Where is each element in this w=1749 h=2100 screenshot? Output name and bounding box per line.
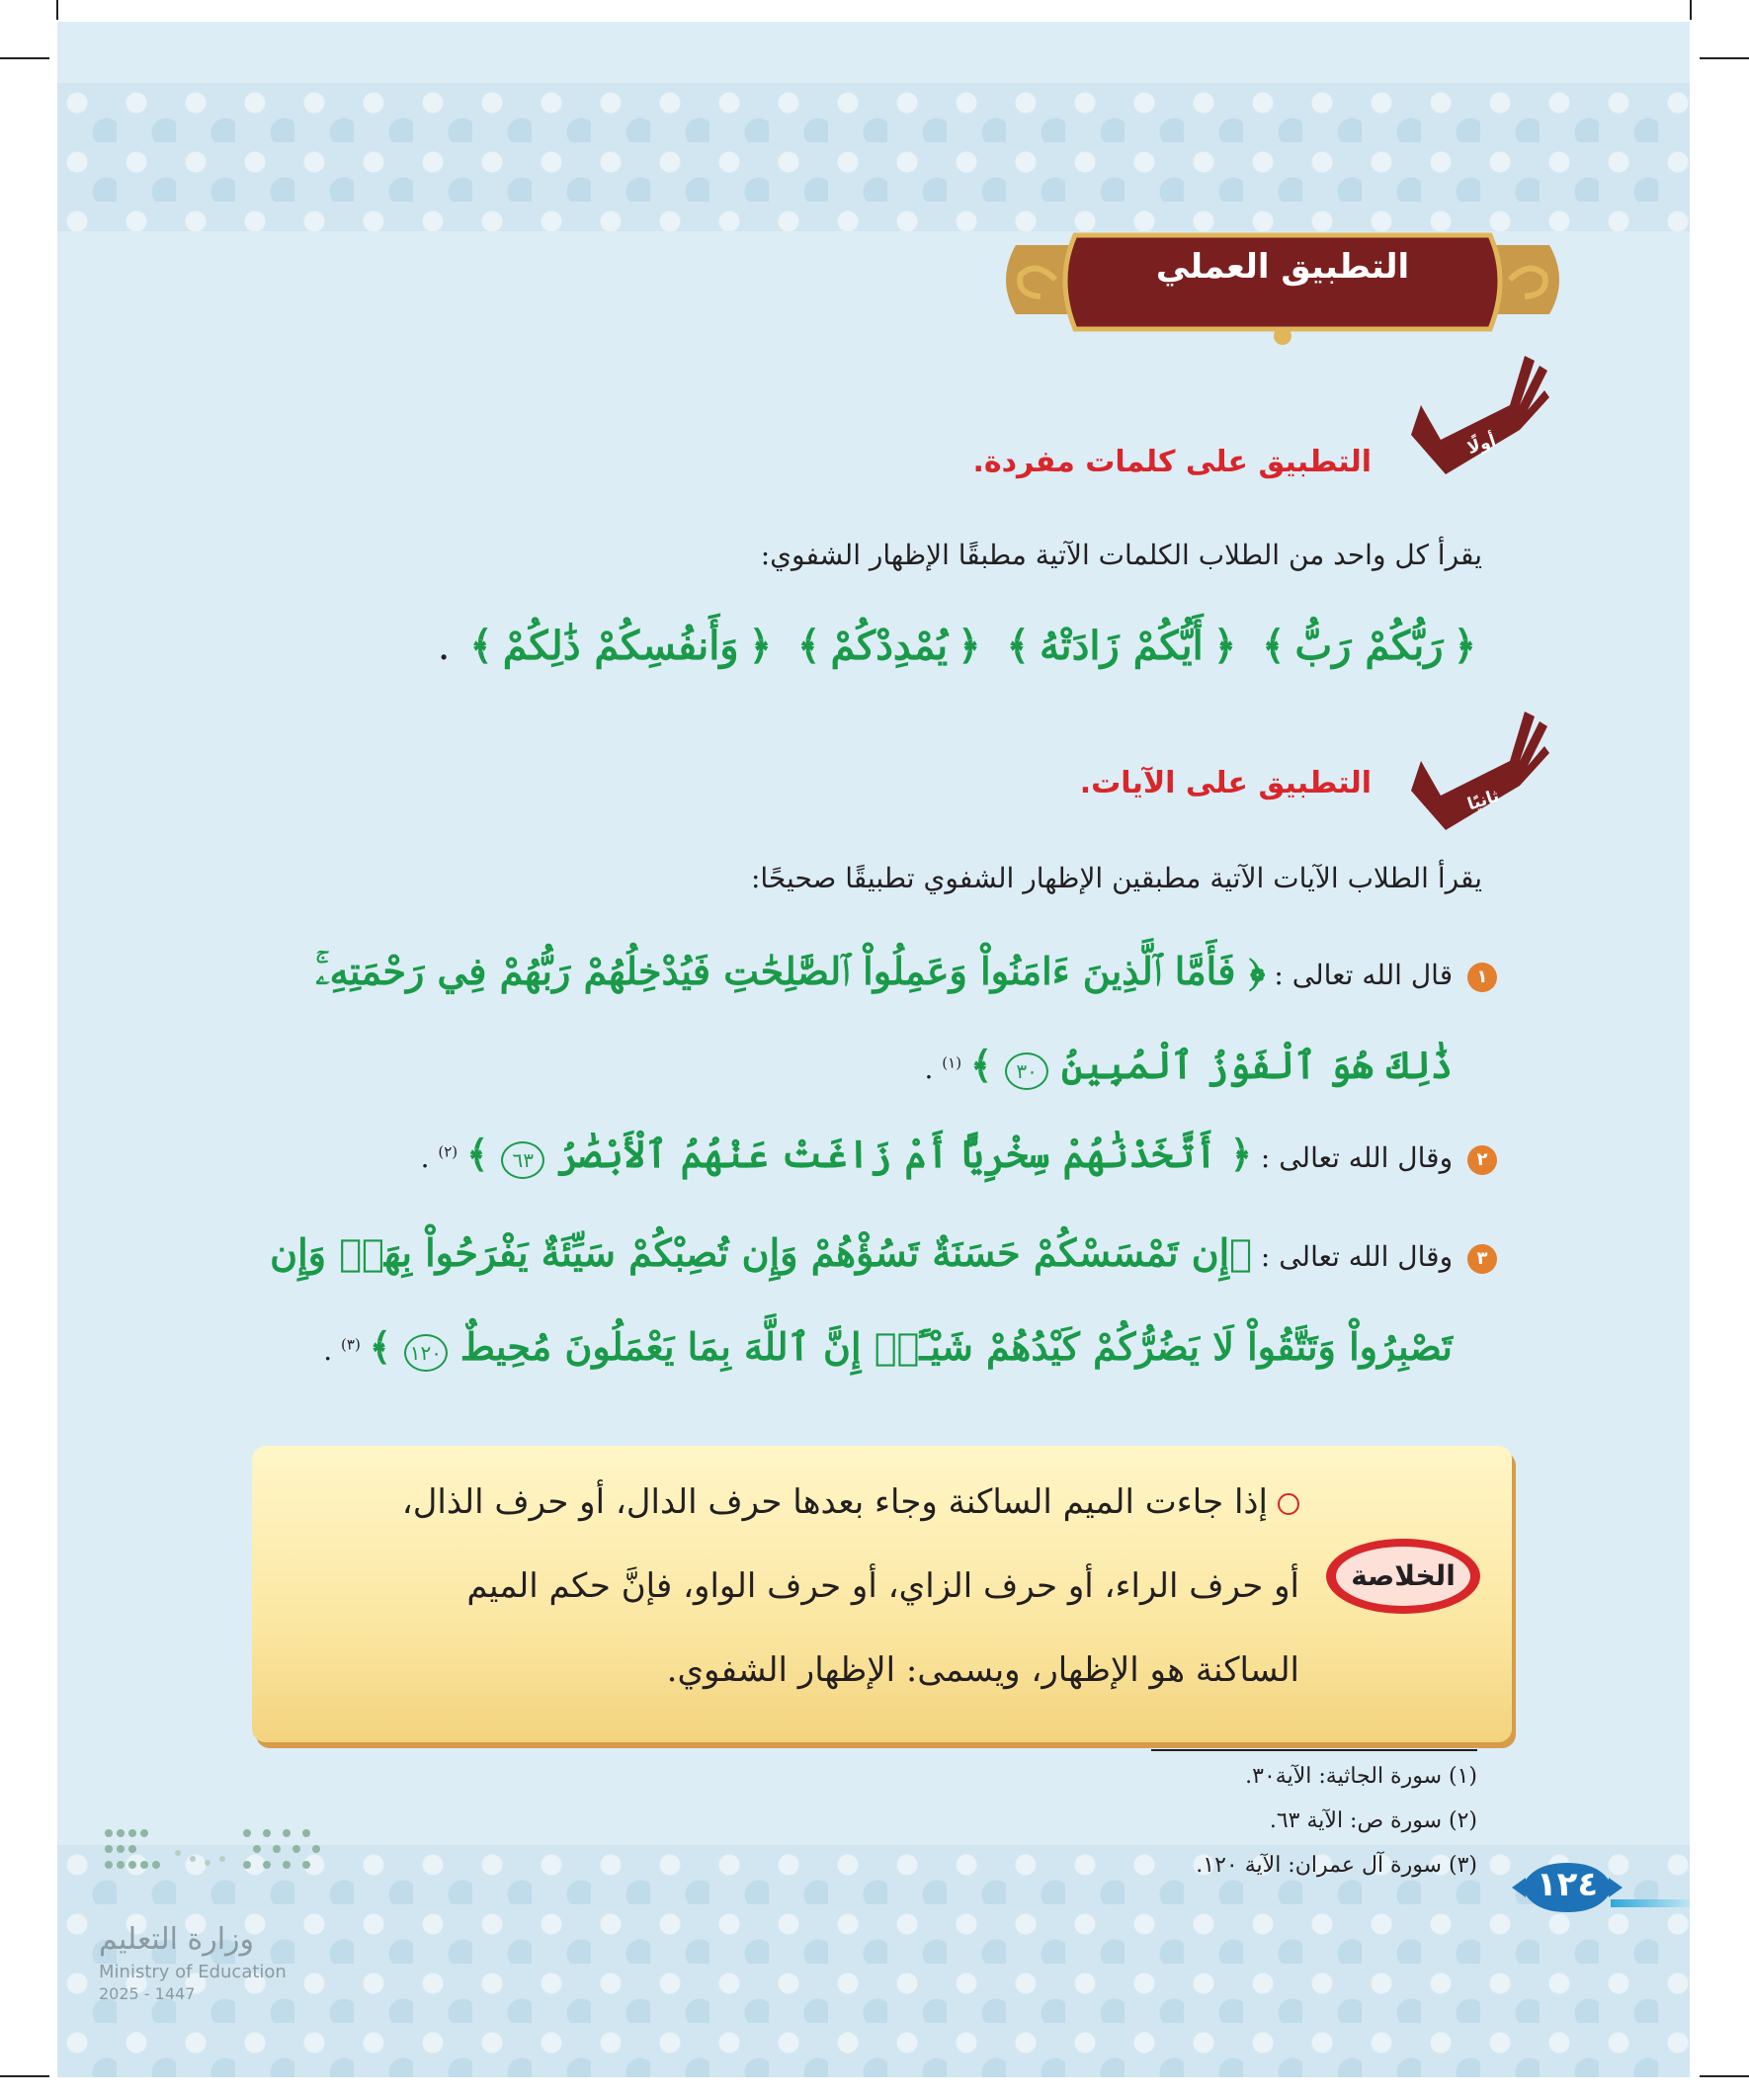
footnote-ref: (٢) — [438, 1142, 458, 1161]
verse-item-2 — [421, 1132, 1497, 1179]
verse-text: ﴿ فَأَمَّا ٱلَّذِينَ ءَامَنُواْ وَعَمِلُواْ ٱلصَّٰلِحَٰتِ فَيُدْخِلُهُمْ رَبُّهُمْ فِي رَحْمَتِهِۦۚ — [315, 949, 1266, 993]
verse-item-1-line2 — [924, 1043, 1453, 1090]
bullet-icon — [1278, 1493, 1299, 1515]
bracket-close: ﴾ — [1006, 623, 1030, 669]
word-item: وَأَنفُسِكُمْ ذَٰلِكُمْ — [502, 623, 739, 669]
page-number: ١٢٤ — [1536, 1865, 1599, 1904]
ayah-number: ١٢٠ — [404, 1334, 448, 1372]
verse-item-3 — [270, 1230, 1497, 1275]
word-item: يُمْدِدْكُمْ — [830, 623, 949, 669]
bracket-close: ﴾ — [797, 623, 821, 669]
footnote-2: (٢) سورة ص: الآية ٦٣. — [1269, 1808, 1477, 1833]
number-badge: ١ — [1467, 963, 1497, 992]
section1-instruction: يقرأ كل واحد من الطلاب الكلمات الآتية مطبقًا الإظهار الشفوي: — [760, 539, 1482, 571]
word-item: أَيُّكُمْ زَادَتْهُ — [1039, 623, 1204, 669]
word-list — [438, 623, 1482, 669]
end-period: . — [924, 1052, 934, 1085]
verse-text: ذَٰلِكَ هُوَ ٱلْفَوْزُ ٱلْمُبِينُ — [1061, 1043, 1453, 1087]
section1-heading: التطبيق على كلمات مفردة. — [972, 445, 1372, 479]
section2-instruction: يقرأ الطلاب الآيات الآتية مطبقين الإظهار الشفوي تطبيقًا صحيحًا: — [750, 862, 1482, 894]
bracket-open: ﴿ — [748, 623, 773, 669]
ministry-name-english: Ministry of Education — [99, 1962, 287, 1982]
verse-item-1 — [315, 949, 1497, 994]
footnote-1: (١) سورة الجاثية: الآية٣٠. — [1245, 1764, 1477, 1789]
ministry-name-arabic: وزارة التعليم — [99, 1922, 255, 1957]
ayah-number: ٣٠ — [1005, 1052, 1048, 1090]
crop-mark — [56, 0, 58, 20]
ayah-number: ٦٣ — [501, 1141, 544, 1179]
page-title: التطبيق العملي — [1155, 247, 1410, 287]
summary-label: الخلاصة — [1351, 1559, 1456, 1592]
page-stripe — [1611, 1899, 1690, 1907]
footnote-ref: (٣) — [341, 1335, 361, 1354]
ribbon-label-second: ثانيًا — [1464, 786, 1502, 815]
crop-mark — [1700, 2075, 1749, 2077]
verse-intro: قال الله تعالى : — [1274, 959, 1454, 991]
bracket-open: ﴿ — [1453, 623, 1476, 669]
bracket-open: ﴿ — [958, 623, 981, 669]
summary-text: إذا جاءت الميم الساكنة وجاء بعدها حرف الدال، أو حرف الذال، — [401, 1482, 1268, 1522]
number-badge: ٣ — [1467, 1244, 1497, 1274]
summary-line-1 — [311, 1482, 1299, 1522]
ribbon-icon-first — [1401, 346, 1549, 484]
bracket-close: ﴾ — [969, 1043, 993, 1087]
summary-line-3: الساكنة هو الإظهار، ويسمى: الإظهار الشفوي. — [666, 1650, 1299, 1690]
end-period: . — [420, 1141, 430, 1174]
bracket-close: ﴾ — [466, 1132, 489, 1176]
bracket-close: ﴾ — [469, 623, 493, 669]
end-period: . — [323, 1334, 333, 1367]
footnote-3: (٣) سورة آل عمران: الآية ١٢٠. — [1196, 1853, 1477, 1878]
crop-mark — [0, 57, 49, 59]
ministry-logo-icon — [99, 1823, 336, 1883]
crop-mark — [1690, 0, 1692, 20]
bracket-open: ﴿ — [1212, 623, 1237, 669]
section2-heading: التطبيق على الآيات. — [1079, 766, 1372, 800]
verse-intro: وقال الله تعالى : — [1260, 1141, 1454, 1174]
verse-text: ﴿ أَتَّخَذْنَٰهُمْ سِخْرِيًّا أَمْ زَاغَتْ عَنْهُمُ ٱلْأَبْصَٰرُ — [557, 1132, 1252, 1176]
ribbon-icon-second — [1401, 702, 1549, 840]
footnote-divider — [1151, 1749, 1477, 1751]
ribbon-label-first: أولًا — [1464, 430, 1499, 460]
end-period: . — [437, 624, 451, 669]
verse-intro: وقال الله تعالى : — [1260, 1240, 1454, 1273]
bracket-close: ﴾ — [1262, 623, 1286, 669]
number-badge: ٢ — [1467, 1145, 1497, 1175]
bracket-close: ﴾ — [369, 1324, 391, 1369]
verse-text: ﴿إِن تَمْسَسْكُمْ حَسَنَةٌ تَسُؤْهُمْ وَإِن تُصِبْكُمْ سَيِّئَةٌ يَفْرَحُواْ بِهَاۖ وَإِن — [270, 1230, 1252, 1275]
verse-text: تَصْبِرُواْ وَتَتَّقُواْ لَا يَضُرُّكُمْ كَيْدُهُمْ شَيْـًٔاۗ إِنَّ ٱللَّهَ بِمَا يَعْمَلُونَ مُحِيطٌ — [459, 1324, 1453, 1369]
summary-line-2: أو حرف الراء، أو حرف الزاي، أو حرف الواو، فإنَّ حكم الميم — [466, 1566, 1299, 1606]
crop-mark — [0, 2075, 49, 2077]
edition-year: 2025 - 1447 — [99, 1984, 196, 2003]
crop-mark — [1700, 57, 1749, 59]
footnote-ref: (١) — [942, 1053, 962, 1072]
verse-item-3-line2 — [323, 1324, 1453, 1372]
word-item: رَبُّكُمْ رَبُّ — [1294, 623, 1444, 669]
